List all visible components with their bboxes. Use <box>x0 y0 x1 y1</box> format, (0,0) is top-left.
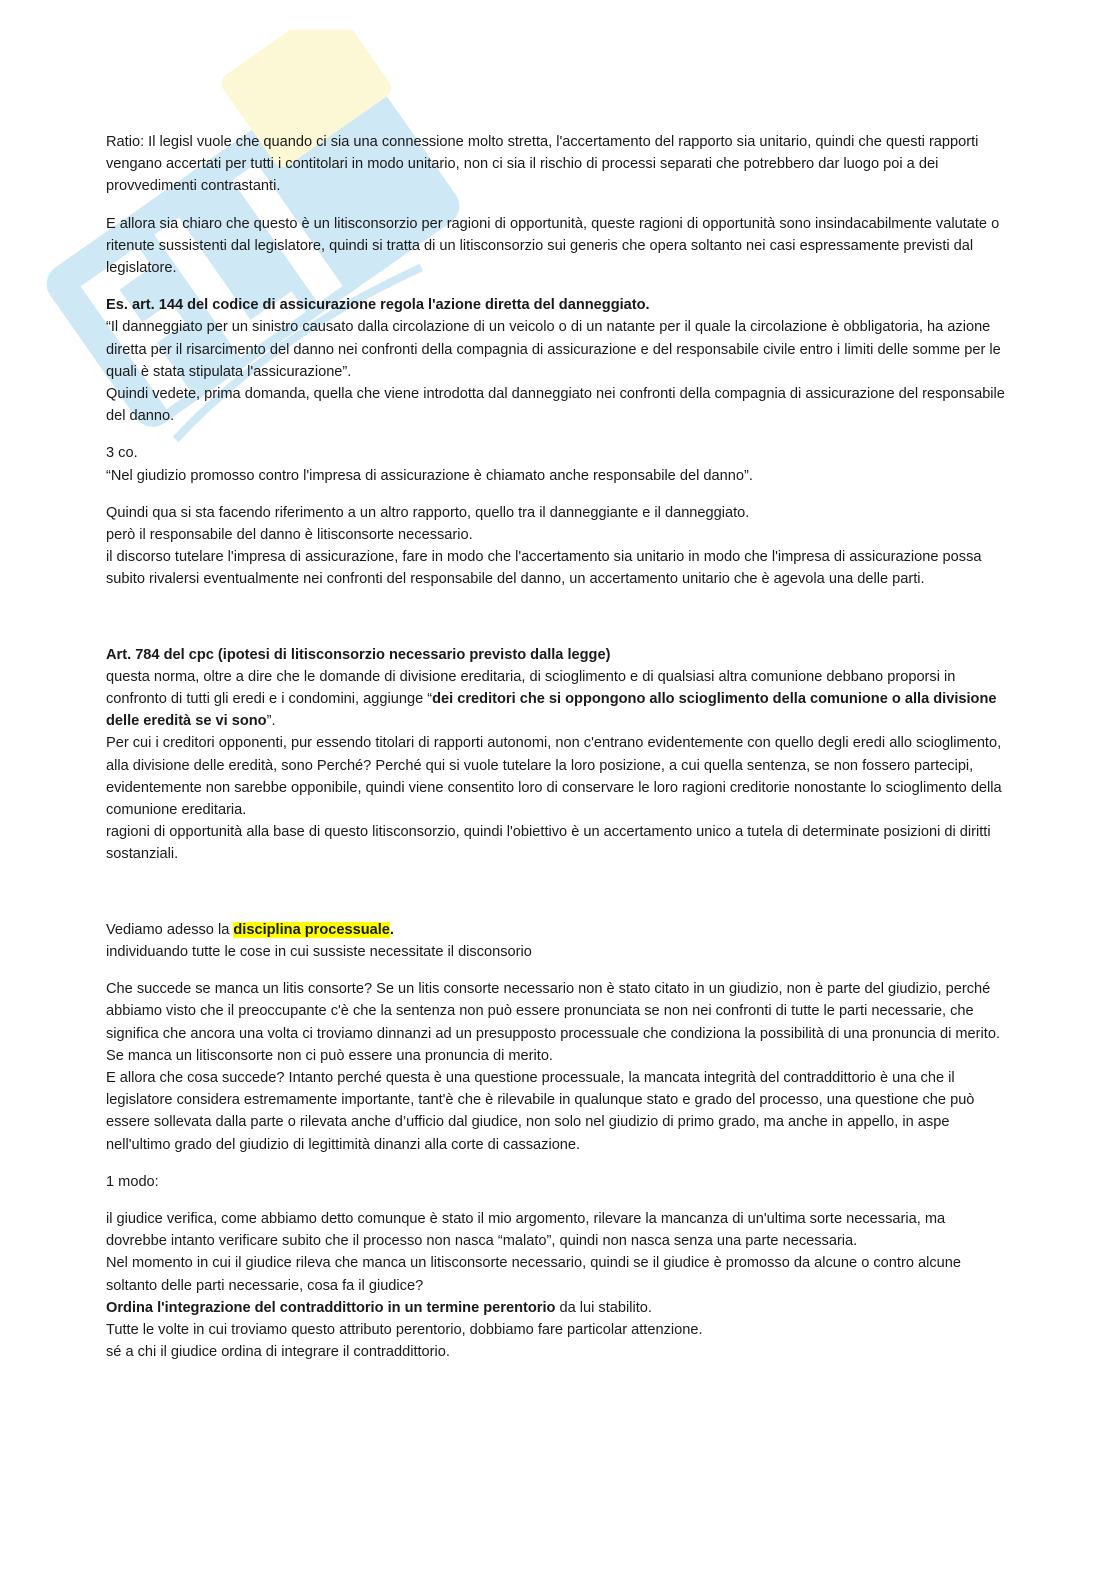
art144-quote: “Il danneggiato per un sinistro causato dalla circolazione di un veicolo o di un natante per il quale la circolazione è obbligatoria, ha azione diretta per il risarcimento del danno nei confronti della compagnia di assicurazione e del responsabile civile entro i limiti delle somme per le quali è stata stipulata l'assicurazione”. <box>106 319 1001 380</box>
paragraph-allora: E allora sia chiaro che questo è un litisconsorzio per ragioni di opportunità, queste ragioni di opportunità sono insindacabilmente valutate o ritenute sussistenti dal legislatore, quindi si tratta di un litisconsorzio sui generis che opera soltanto nei casi espressamente previsti dal legislatore. <box>106 215 1000 277</box>
che-succede-line: Che succede se manca un litis consorte? Se un litis consorte necessario non è stato citato in un giudizio, non è parte del giudizio, perché abbiamo visto che il preoccupante c'è che la sentenza non può essere pronunciata se non nei confronti di tutte le parti necessarie, che significa che ancora una volta ci troviamo dinnanzi ad un presupposto processuale che condiziona la possibilità di una pronuncia di merito. <box>106 981 1000 1042</box>
art784-para2: Per cui i creditori opponenti, pur essendo titolari di rapporti autonomi, non c'entrano evidentemente con quello degli eredi allo scioglimento, alla divisione delle eredità, sono Perché? Perché qui si vuole tutelare la loro posizione, a cui quella sentenza, se non fossero partecipi, evidentemente non sarebbe opponibile, quindi viene consentito loro di conservare le loro ragioni creditorie nonostante lo scioglimento della comunione ereditaria. <box>106 735 1002 819</box>
document-body <box>106 131 1006 1378</box>
co3-quote: “Nel giudizio promosso contro l'impresa di assicurazione è chiamato anche responsabile del danno”. <box>106 467 753 484</box>
section-art144 <box>106 294 1006 427</box>
disciplina-dot: . <box>389 921 394 938</box>
label-modo1: 1 modo: <box>106 1173 159 1190</box>
quindi-qua-line: il discorso tutelare l'impresa di assicurazione, fare in modo che l'accertamento sia unitario in modo che l'impresa di assicurazione possa subito rivalersi eventualmente nei confronti del responsabile del danno, un accertamento unitario che è agevola una delle parti. <box>106 549 982 588</box>
art784-para3: ragioni di opportunità alla base di questo litisconsorzio, quindi l'obiettivo è un accertamento unico a tutela di determinate posizioni di diritti sostanziali. <box>106 824 991 863</box>
disciplina-intro-text: Vediamo adesso la <box>106 921 234 938</box>
giudice-p5: sé a chi il giudice ordina di integrare il contraddittorio. <box>106 1344 450 1361</box>
section-art784 <box>106 644 1006 866</box>
section-giudice <box>106 1208 1006 1363</box>
art784-text-before: questa norma, oltre a dire che le domande di divisione ereditaria, di scioglimento e di qualsiasi altra comunione debbano proporsi in confronto di tutti gli eredi e i condomini, aggiunge “ <box>106 668 956 708</box>
giudice-p3-rest: da lui stabilito. <box>555 1299 652 1316</box>
che-succede-line: Se manca un litisconsorte non ci può essere una pronuncia di merito. <box>106 1047 553 1064</box>
giudice-p2: Nel momento in cui il giudice rileva che manca un litisconsorte necessario, quindi se il giudice è promosso da alcune o contro alcune soltanto delle parti necessarie, cosa fa il giudice? <box>106 1255 962 1294</box>
che-succede-line: E allora che cosa succede? Intanto perché questa è una questione processuale, la mancata integrità del contraddittorio è una che il legislatore considera estremamente importante, tant'è che è rilevabile in qualunque stato e grado del processo, una questione che può essere sollevata dalla parte o rilevata anche d’ufficio dal giudice, non solo nel giudizio di primo grado, ma anche in appello, in aspe nell'ultimo grado del giudizio di legittimità dinanzi alla corte di cassazione. <box>106 1069 975 1153</box>
paragraph-ratio: Ratio: Il legisl vuole che quando ci sia una connessione molto stretta, l'accertamento del rapporto sia unitario, quindi che questi rapporti vengano accertati per tutti i contitolari in modo unitario, non ci sia il rischio di processi separati che potrebbero dar luogo poi a dei provvedimenti contrastanti. <box>106 134 979 195</box>
giudice-p4: Tutte le volte in cui troviamo questo attributo perentorio, dobbiamo fare particolar attenzione. <box>106 1321 703 1338</box>
section-co3 <box>106 442 1006 486</box>
art784-text-bold: dei creditori che si oppongono allo scioglimento della comunione o alla divisione delle eredità se vi sono <box>106 691 997 730</box>
co3-label: 3 co. <box>106 445 138 462</box>
giudice-p3-bold: Ordina l'integrazione del contraddittorio in un termine perentorio <box>106 1299 556 1316</box>
paragraph-quindi-qua <box>106 502 1006 591</box>
section-disciplina <box>106 919 1006 963</box>
art144-comment: Quindi vedete, prima domanda, quella che viene introdotta dal danneggiato nei confronti della compagnia di assicurazione del responsabile del danno. <box>106 386 1005 425</box>
art784-text <box>106 666 1006 733</box>
spacer <box>106 606 1006 644</box>
quindi-qua-line: però il responsabile del danno è litisconsorte necessario. <box>106 527 473 544</box>
giudice-p3 <box>106 1297 1006 1319</box>
art144-heading: Es. art. 144 del codice di assicurazione regola l'azione diretta del danneggiato. <box>106 297 650 314</box>
disciplina-line2: individuando tutte le cose in cui sussiste necessitate il disconsorio <box>106 943 532 960</box>
art784-heading: Art. 784 del cpc (ipotesi di litisconsorzio necessario previsto dalla legge) <box>106 646 611 663</box>
spacer <box>106 881 1006 919</box>
giudice-p1: il giudice verifica, come abbiamo detto comunque è stato il mio argomento, rilevare la mancanza di un'ultima sorte necessaria, ma dovrebbe intanto verificare subito che il processo non nasca “malato”, quindi non nasca senza una parte necessaria. <box>106 1210 946 1250</box>
art784-text-after: ”. <box>266 713 276 730</box>
disciplina-highlight: disciplina processuale <box>233 921 390 938</box>
quindi-qua-line: Quindi qua si sta facendo riferimento a un altro rapporto, quello tra il danneggiante e il danneggiato. <box>106 504 750 521</box>
paragraph-che-succede <box>106 978 1006 1156</box>
disciplina-intro <box>106 919 1006 941</box>
